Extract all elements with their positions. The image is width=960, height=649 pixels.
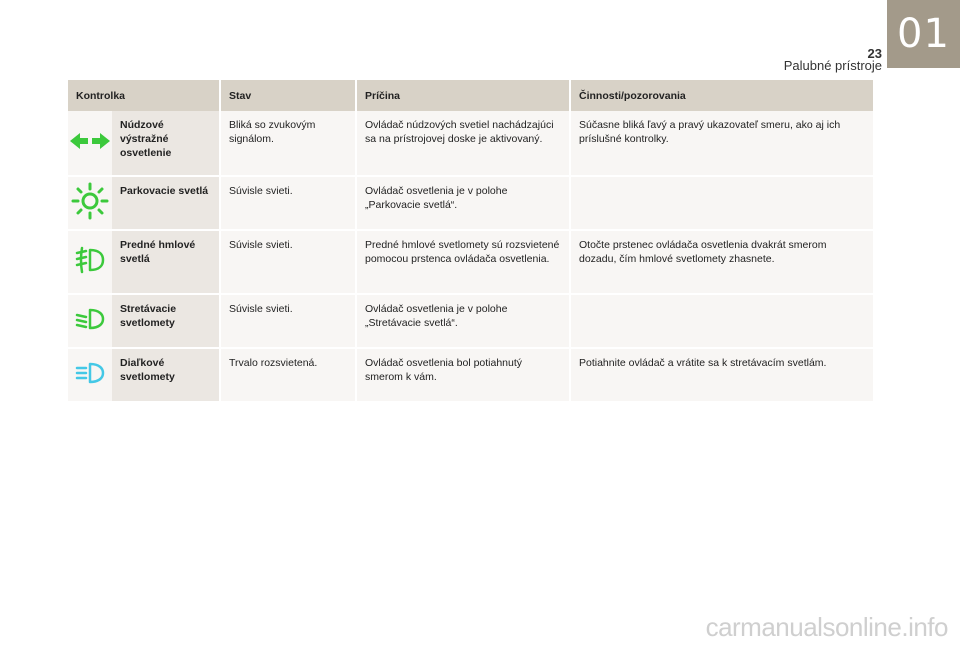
indicator-name: Predné hmlové svetlá	[112, 231, 221, 295]
chapter-tab: 01	[887, 0, 960, 68]
indicator-name: Núdzové výstražné osvetlenie	[112, 111, 221, 177]
front-fog-light-icon	[68, 231, 112, 295]
table-row	[68, 349, 873, 403]
column-header-indicator: Kontrolka	[68, 80, 221, 111]
table-row	[68, 177, 873, 231]
indicator-name: Stretávacie svetlomety	[112, 295, 221, 349]
indicator-state: Súvisle svieti.	[221, 177, 357, 231]
section-title: Palubné prístroje	[783, 58, 882, 73]
table-row	[68, 295, 873, 349]
column-header-state: Stav	[221, 80, 357, 111]
indicator-cause: Predné hmlové svetlomety sú rozsvietené pomocou prstenca ovládača osvetlenia.	[357, 231, 571, 295]
indicator-name: Diaľkové svetlomety	[112, 349, 221, 403]
watermark: carmanualsonline.info	[705, 612, 948, 642]
low-beam-icon	[68, 295, 112, 349]
high-beam-icon	[68, 349, 112, 403]
column-header-cause: Príčina	[357, 80, 571, 111]
table-header-row	[68, 80, 873, 111]
column-header-action: Činnosti/pozorovania	[571, 80, 873, 111]
indicator-cause: Ovládač osvetlenia je v polohe „Stretávacie svetlá“.	[357, 295, 571, 349]
table-row	[68, 111, 873, 177]
indicator-name: Parkovacie svetlá	[112, 177, 221, 231]
warning-lights-table	[68, 80, 873, 403]
indicator-action: Potiahnite ovládač a vrátite sa k stretávacím svetlám.	[571, 349, 873, 403]
indicator-state: Súvisle svieti.	[221, 295, 357, 349]
indicator-action: Súčasne bliká ľavý a pravý ukazovateľ smeru, ako aj ich príslušné kontrolky.	[571, 111, 873, 177]
indicator-state: Trvalo rozsvietená.	[221, 349, 357, 403]
indicator-state: Súvisle svieti.	[221, 231, 357, 295]
indicator-cause: Ovládač núdzových svetiel nachádzajúci sa na prístrojovej doske je aktivovaný.	[357, 111, 571, 177]
indicator-cause: Ovládač osvetlenia bol potiahnutý smerom k vám.	[357, 349, 571, 403]
indicator-action	[571, 295, 873, 349]
indicator-action	[571, 177, 873, 231]
indicator-state: Bliká so zvukovým signálom.	[221, 111, 357, 177]
hazard-arrows-icon	[68, 111, 112, 177]
indicator-action: Otočte prstenec ovládača osvetlenia dvakrát smerom dozadu, čím hmlové svetlomety zhasnete.	[571, 231, 873, 295]
parking-light-icon	[68, 177, 112, 231]
indicator-cause: Ovládač osvetlenia je v polohe „Parkovacie svetlá“.	[357, 177, 571, 231]
table-row	[68, 231, 873, 295]
page-number: 23	[867, 46, 882, 61]
